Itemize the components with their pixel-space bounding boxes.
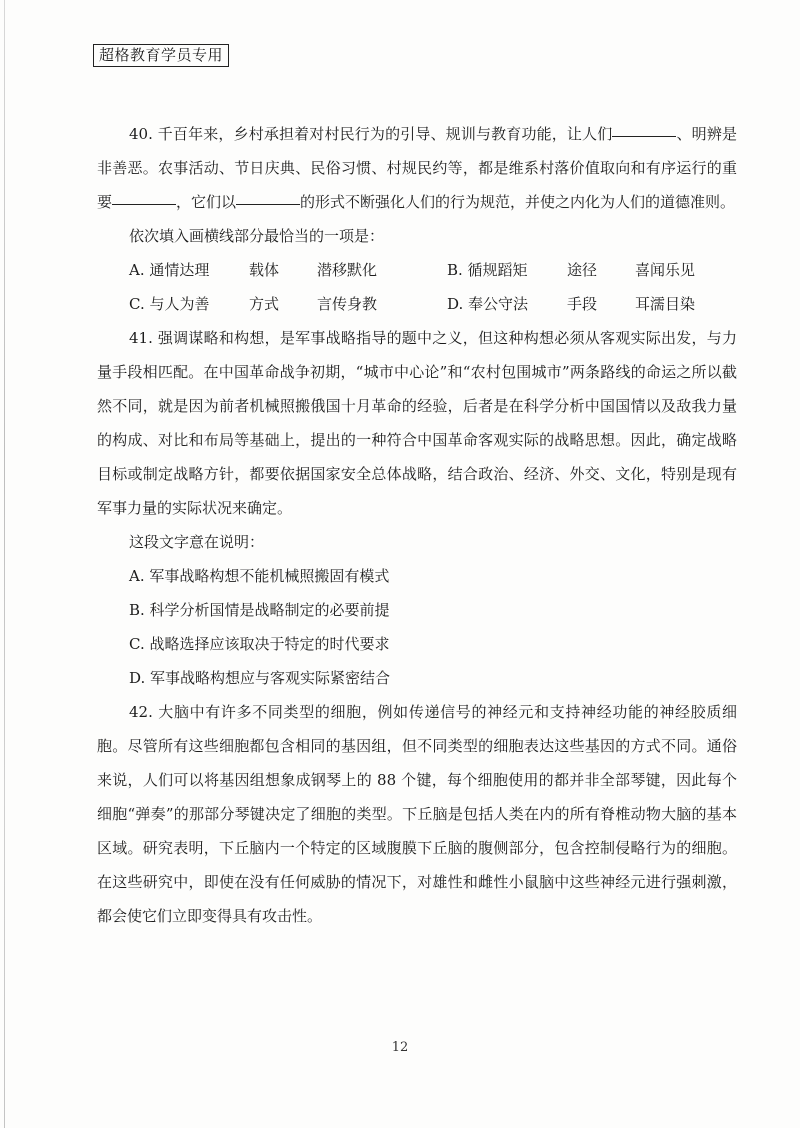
fill-blank-2 (112, 203, 176, 205)
question-41-prompt: 这段文字意在说明： (129, 533, 265, 551)
option-b: B. 循规蹈矩 途径 喜闻乐见 (447, 261, 696, 279)
institution-stamp: 超格教育学员专用 (93, 44, 229, 67)
q40-text-2: 、明辨是非善恶。农事活动、节日庆典、民俗习惯、村规民约等，都是维系村落价值取向和有序运行的重要 (97, 125, 737, 211)
option-a: A. 通情达理 载体 潜移默化 (129, 261, 378, 279)
option-c: C. 与人为善 方式 言传身教 (129, 295, 378, 313)
option-a: A. 军事战略构想不能机械照搬固有模式 (129, 567, 390, 585)
question-42-stem: 42. 大脑中有许多不同类型的细胞，例如传递信号的神经元和支持神经功能的神经胶质细胞。尽管所有这些细胞都包含相同的基因组，但不同类型的细胞表达这些基因的方式不同。通俗来说，人们可以将基因组想象成钢琴上的 88 个键，每个细胞使用的都并非全部琴键，因此每个细胞“弹奏”的那部分琴键决定了细胞的类型。下丘脑是包括人类在内的所有脊椎动物大脑的基本区域。研究表明，下丘脑内一个特定的区域腹膜下丘脑的腹侧部分，包含控制侵略行为的细胞。在这些研究中，即使在没有任何威胁的情况下，对雄性和雌性小鼠脑中这些神经元进行强刺激，都会使它们立即变得具有攻击性。 (97, 703, 737, 925)
question-40-options-row-1 (97, 253, 737, 287)
question-41-stem: 41. 强调谋略和构想，是军事战略指导的题中之义，但这种构想必须从客观实际出发，与力量手段相匹配。在中国革命战争初期，“城市中心论”和“农村包围城市”两条路线的命运之所以截然不同，就是因为前者机械照搬俄国十月革命的经验，后者是在科学分析中国国情以及敌我力量的构成、对比和布局等基础上，提出的一种符合中国革命客观实际的战略思想。因此，确定战略目标或制定战略方针，都要依据国家安全总体战略，结合政治、经济、外交、文化，特别是现有军事力量的实际状况来确定。 (97, 329, 737, 517)
question-40-options-row-2 (97, 287, 737, 321)
option-d: D. 军事战略构想应与客观实际紧密结合 (129, 669, 391, 687)
page-content (97, 117, 737, 933)
fill-blank-1 (612, 135, 676, 137)
option-d: D. 奉公守法 手段 耳濡目染 (447, 295, 696, 313)
page-number: 12 (391, 1040, 409, 1055)
option-c: C. 战略选择应该取决于特定的时代要求 (129, 635, 390, 653)
scan-edge-line (4, 0, 5, 1128)
question-40-prompt: 依次填入画横线部分最恰当的一项是： (129, 227, 385, 245)
q40-text-4: 的形式不断强化人们的行为规范，并使之内化为人们的道德准则。 (300, 193, 736, 211)
option-b: B. 科学分析国情是战略制定的必要前提 (129, 601, 390, 619)
q40-text-3: ，它们以 (176, 193, 237, 211)
question-40-stem (97, 117, 737, 219)
q40-text-1: 40. 千百年来，乡村承担着对村民行为的引导、规训与教育功能，让人们 (129, 125, 613, 143)
fill-blank-3 (236, 203, 300, 205)
